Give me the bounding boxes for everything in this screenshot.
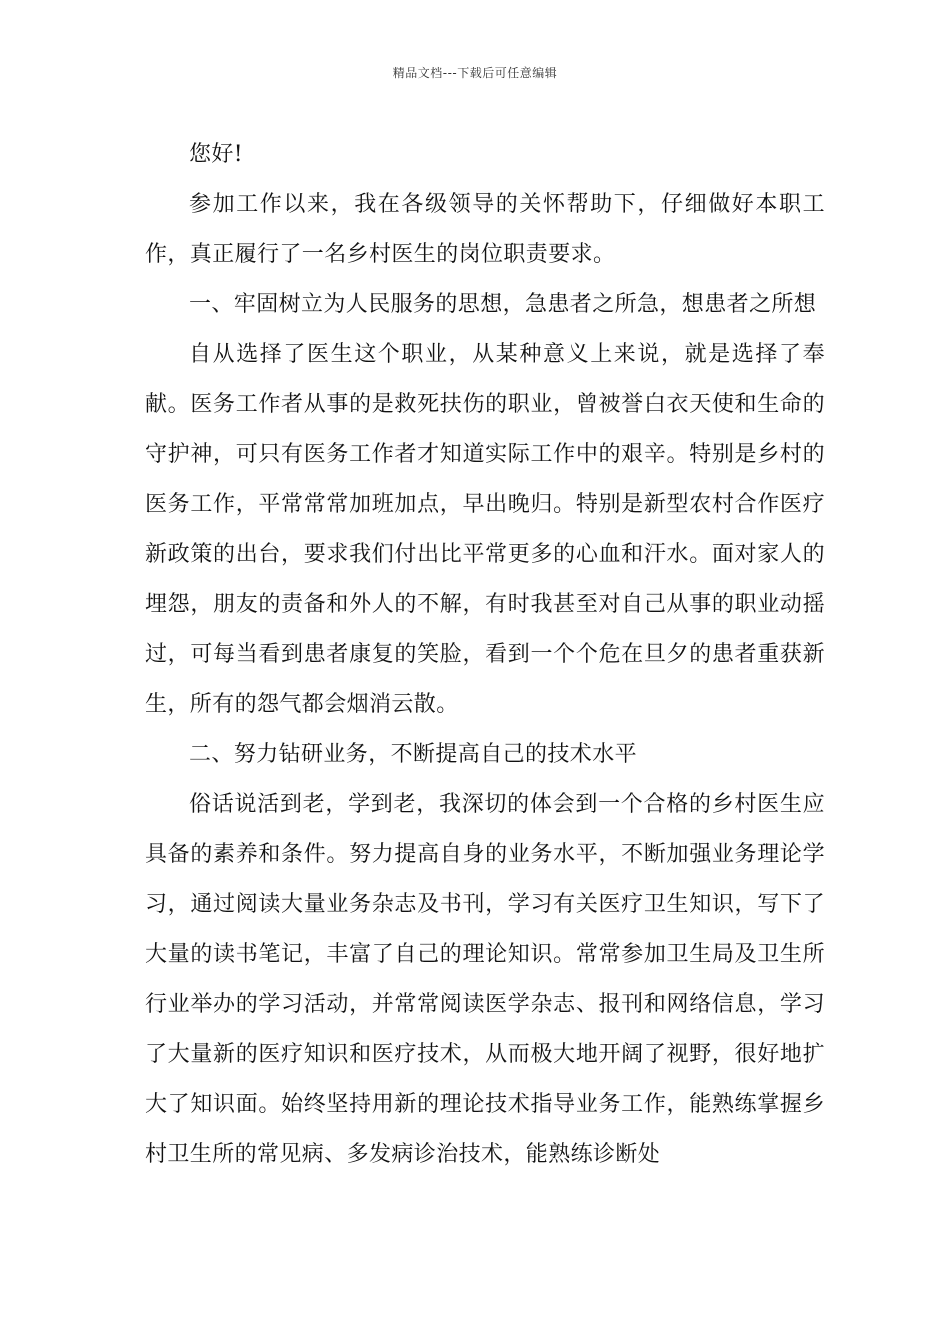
section-heading-2: 二、努力钻研业务，不断提高自己的技术水平	[189, 742, 638, 767]
section-2-paragraph: 俗话说活到老，学到老，我深切的体会到一个合格的乡村医生应具备的素养和条件。努力提高自身的业务水平，不断加强业务理论学习，通过阅读大量业务杂志及书刊，学习有关医疗卫生知识，写下了大量的读书笔记，丰富了自己的理论知识。常常参加卫生局及卫生所行业举办的学习活动，并常常阅读医学杂志、报刊和网络信息，学习了大量新的医疗知识和医疗技术，从而极大地开阔了视野，很好地扩大了知识面。始终坚持用新的理论技术指导业务工作，能熟练掌握乡村卫生所的常见病、多发病诊治技术，能熟练诊断处	[145, 792, 825, 1167]
document-body	[145, 130, 825, 1180]
greeting-paragraph: 您好!	[189, 142, 244, 167]
intro-paragraph: 参加工作以来，我在各级领导的关怀帮助下，仔细做好本职工作，真正履行了一名乡村医生的岗位职责要求。	[145, 192, 825, 267]
section-1-paragraph: 自从选择了医生这个职业，从某种意义上来说，就是选择了奉献。医务工作者从事的是救死扶伤的职业，曾被誉白衣天使和生命的守护神，可只有医务工作者才知道实际工作中的艰辛。特别是乡村的医务工作，平常常常加班加点，早出晚归。特别是新型农村合作医疗新政策的出台，要求我们付出比平常更多的心血和汗水。面对家人的埋怨，朋友的责备和外人的不解，有时我甚至对自己从事的职业动摇过，可每当看到患者康复的笑脸，看到一个个危在旦夕的患者重获新生，所有的怨气都会烟消云散。	[145, 342, 825, 717]
section-heading-1: 一、牢固树立为人民服务的思想，急患者之所急，想患者之所想	[189, 292, 817, 317]
page-header: 精品文档---下载后可任意编辑	[392, 66, 558, 80]
